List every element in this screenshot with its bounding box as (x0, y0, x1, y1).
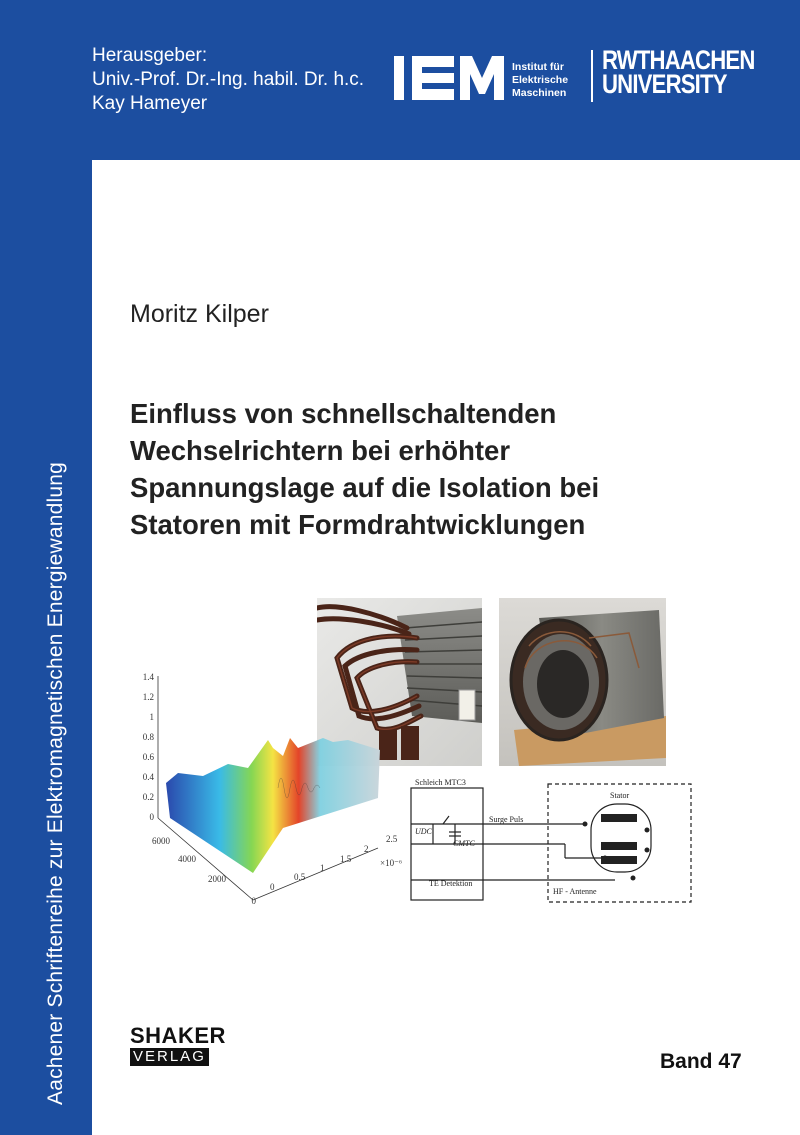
z-tick: 0 (149, 812, 154, 822)
z-tick: 1.2 (142, 692, 154, 702)
rwth-logo (602, 45, 755, 99)
z-tick: 0.8 (142, 732, 154, 742)
editor-line-2: Kay Hameyer (92, 93, 208, 114)
antenna-label: HF - Antenne (553, 887, 597, 896)
x-tick: 1.5 (340, 854, 352, 864)
editor-line-1: Univ.-Prof. Dr.-Ing. habil. Dr. h.c. (92, 69, 365, 90)
title-line-3: Spannungslage auf die Isolation bei (130, 472, 600, 503)
y-tick: 6000 (152, 836, 170, 846)
te-label: TE Detektion (429, 879, 473, 888)
publisher-logo-bottom: VERLAG (130, 1048, 209, 1066)
z-tick: 0.6 (142, 752, 154, 762)
z-tick: 0.2 (142, 792, 154, 802)
editor-label: Herausgeber: (92, 45, 208, 66)
y-tick: 2000 (208, 874, 226, 884)
device-label: Schleich MTC3 (415, 778, 466, 787)
iem-text-1: Institut für (512, 61, 564, 73)
rwth-line-1: RWTHAACHEN (602, 45, 755, 75)
x-tick: 0 (270, 882, 275, 892)
y-tick: 0 (251, 896, 256, 906)
title-line-4: Statoren mit Formdrahtwicklungen (130, 509, 586, 540)
circuit-diagram (405, 774, 695, 904)
y-tick: 4000 (178, 854, 196, 864)
title-line-2: Wechselrichtern bei erhöhter (130, 435, 511, 466)
x-tick: 2 (364, 844, 369, 854)
author-name: Moritz Kilper (130, 300, 269, 328)
iem-text-2: Elektrische (512, 74, 569, 86)
stator-photo (499, 598, 666, 766)
cmtc-label: CMTC (453, 839, 475, 848)
surface-plot (118, 668, 418, 908)
x-exponent: ×10⁻⁶ (380, 858, 402, 868)
z-tick: 1 (149, 712, 154, 722)
udc-label: UDC (415, 827, 432, 836)
volume-number: Band 47 (660, 1050, 742, 1073)
rwth-line-2: UNIVERSITY (602, 69, 727, 99)
publisher-logo (130, 1024, 230, 1070)
iem-logo (392, 54, 588, 106)
x-tick: 0.5 (294, 872, 306, 882)
series-title: Aachener Schriftenreihe zur Elektromagnetischen Energiewandlung (44, 462, 67, 1105)
stator-label: Stator (610, 791, 630, 800)
editor-block (92, 44, 364, 116)
x-tick: 2.5 (386, 834, 398, 844)
z-tick: 0.4 (142, 772, 154, 782)
surge-label: Surge Puls (489, 815, 524, 824)
z-tick: 1.4 (142, 672, 154, 682)
logo-divider (591, 50, 593, 102)
title-line-1: Einfluss von schnellschaltenden (130, 398, 557, 429)
iem-text-3: Maschinen (512, 87, 567, 99)
book-title (130, 395, 750, 543)
publisher-logo-top: SHAKER (130, 1023, 226, 1048)
x-tick: 1 (320, 863, 325, 873)
